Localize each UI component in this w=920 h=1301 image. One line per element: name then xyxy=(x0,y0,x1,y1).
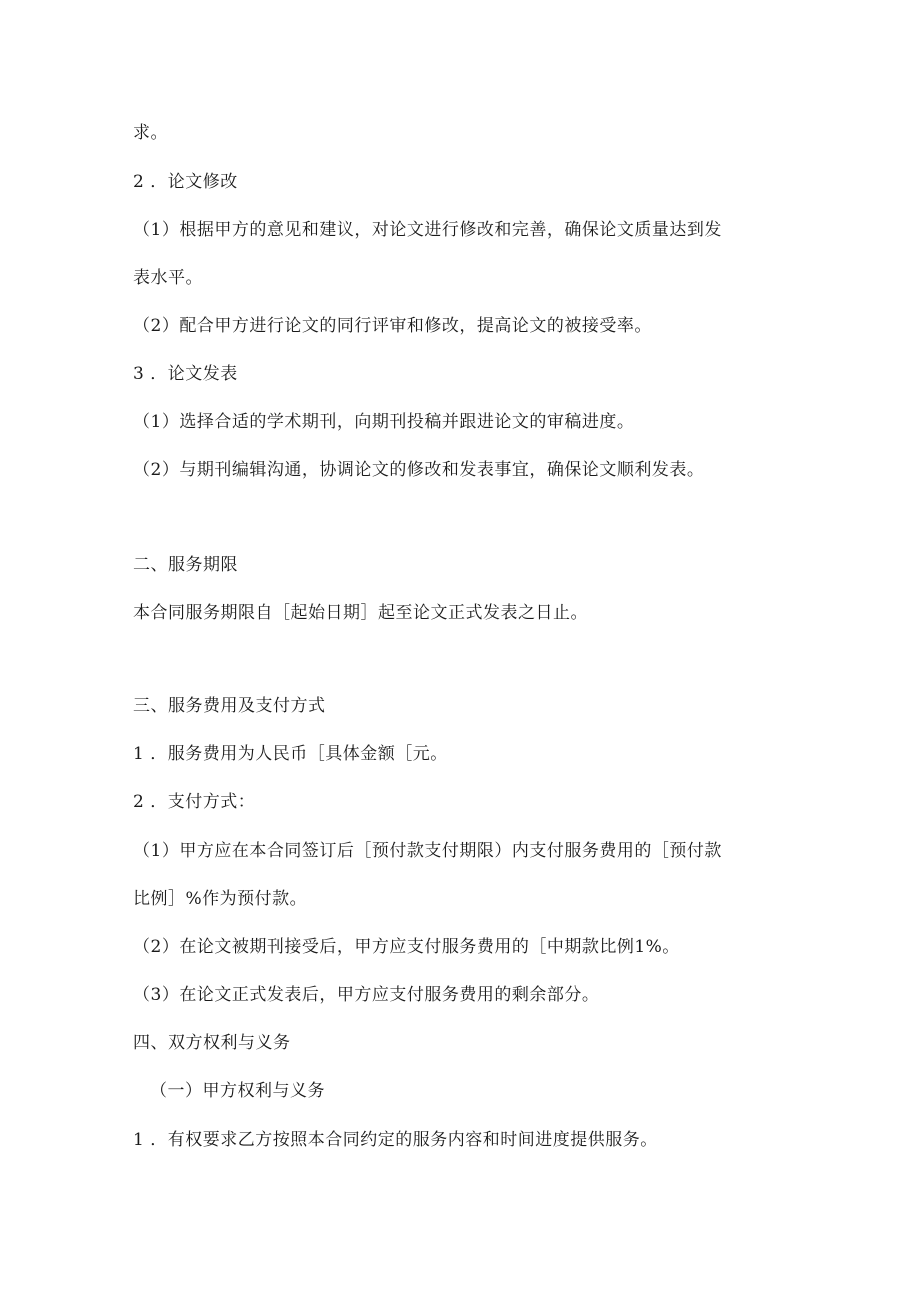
chapter-heading: 二、服务期限 xyxy=(133,555,238,575)
text-line: 1 ．服务费用为人民币［具体金额［元。 xyxy=(133,744,448,764)
text-line: （2）配合甲方进行论文的同行评审和修改，提高论文的被接受率。 xyxy=(133,316,652,336)
text-line: （1）甲方应在本合同签订后［预付款支付期限）内支付服务费用的［预付款 xyxy=(133,841,722,861)
section-heading: 3 ．论文发表 xyxy=(133,364,238,384)
text-line: （1）选择合适的学术期刊，向期刊投稿并跟进论文的审稿进度。 xyxy=(133,412,635,432)
text-line: 表水平。 xyxy=(133,268,203,288)
chapter-heading: 四、双方权利与义务 xyxy=(133,1033,291,1053)
section-heading: 2 ．论文修改 xyxy=(133,172,238,192)
subsection-heading: （一）甲方权利与义务 xyxy=(150,1081,325,1101)
section-heading: 2 ．支付方式： xyxy=(133,792,256,812)
text-line: 1 ．有权要求乙方按照本合同约定的服务内容和时间进度提供服务。 xyxy=(133,1130,658,1150)
chapter-heading: 三、服务费用及支付方式 xyxy=(133,696,326,716)
text-line: （2）与期刊编辑沟通，协调论文的修改和发表事宜，确保论文顺利发表。 xyxy=(133,460,705,480)
text-line: 比例］%作为预付款。 xyxy=(133,889,308,909)
text-line: （3）在论文正式发表后，甲方应支付服务费用的剩余部分。 xyxy=(133,985,600,1005)
text-line: （2）在论文被期刊接受后，甲方应支付服务费用的［中期款比例1%。 xyxy=(133,937,680,957)
text-line: 本合同服务期限自［起始日期］起至论文正式发表之日止。 xyxy=(133,603,588,623)
text-line: （1）根据甲方的意见和建议，对论文进行修改和完善，确保论文质量达到发 xyxy=(133,220,722,240)
text-line: 求。 xyxy=(133,123,168,143)
